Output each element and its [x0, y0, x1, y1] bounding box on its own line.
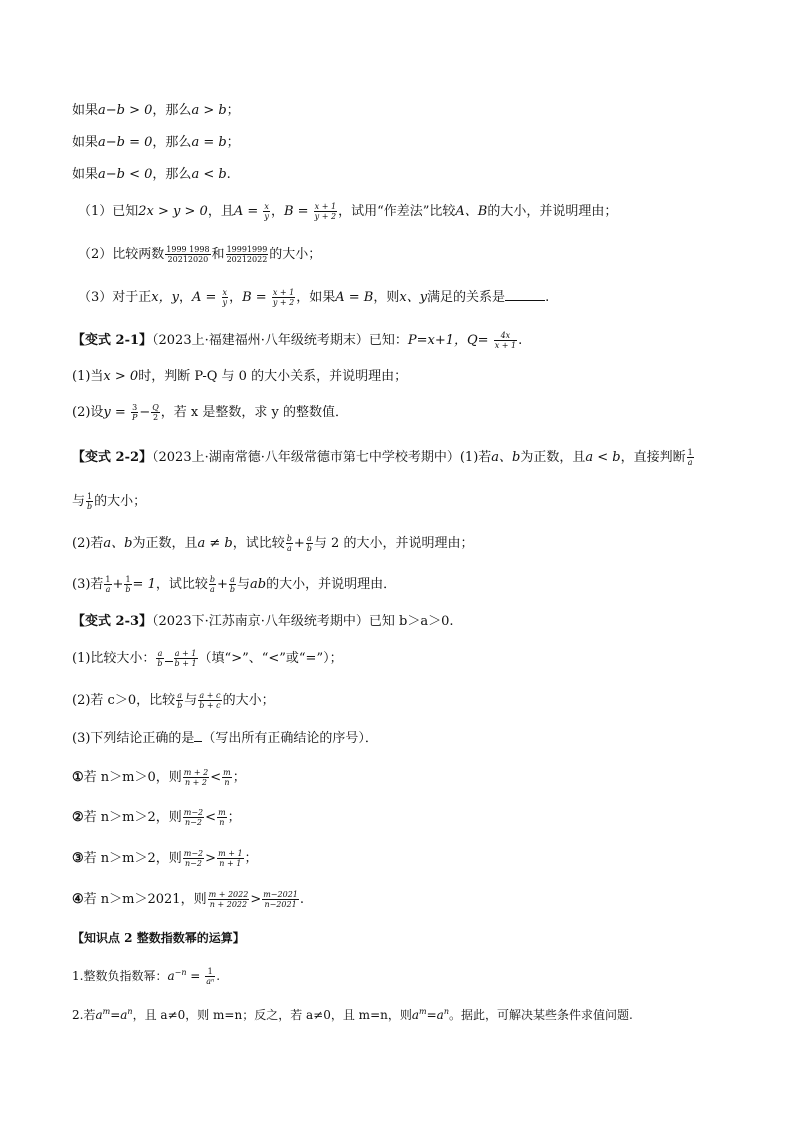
variant-2-2-part-3: (3)若 $\frac{1}{a}$ + $\frac{1}{b}$ = 1，试比较 $\frac{b}{a}$ + $\frac{a}{b}$ 与ab的大小，并说明理由．	[72, 575, 397, 594]
fraction: $\frac{m-2}{n-2}$	[183, 808, 204, 827]
fraction: $\frac{b}{a}$	[286, 534, 292, 553]
answer-blank[interactable]	[165, 649, 173, 662]
variant-2-3-part-3: (3)下列结论正确的是 （写出所有正确结论的序号）．	[72, 731, 378, 746]
fraction: $\frac{m-2021}{n-2021}$	[263, 890, 298, 909]
fraction: $\frac{m}{n}$	[223, 768, 231, 787]
fraction: $\frac{x}{y}$	[222, 288, 228, 307]
fraction: $\frac{x + 1}{y + 2}$	[272, 288, 295, 307]
question-1: （1）已知2x > y > 0，且A = $\frac{x}{y}$ ，B = $\frac{x + 1}{y + 2}$ ，试用“作差法”比较A、B的大小，并说明理由；	[78, 202, 618, 221]
variant-2-3-part-2: (2)若 c＞0，比较 $\frac{a}{b}$ 与 $\frac{a + c}{b + c}$ 的大小；	[72, 691, 275, 710]
option-4: ④若 n＞m＞2021，则 $\frac{m + 2022}{n + 2022}$ > $\frac{m-2021}{n-2021}$ .	[72, 890, 305, 909]
fraction: $\frac{a}{b}$	[157, 649, 163, 668]
variant-2-2-part-2: (2)若a、b为正数，且a ≠ b，试比较 $\frac{b}{a}$ + $\frac{a}{b}$ 与 2 的大小，并说明理由；	[72, 534, 474, 553]
knowledge-point-2-line-2: 2.若$a^m=a^n$，且 a≠0，则 m=n；反之，若 a≠0，且 m=n，则$a^m=a^n$。据此，可解决某些条件求值问题.	[72, 1007, 633, 1022]
fraction: $\frac{Q}{2}$	[152, 403, 159, 422]
fraction: $\frac{m + 2022}{n + 2022}$	[208, 890, 249, 909]
fraction: $\frac{1}{b}$	[125, 575, 131, 594]
fraction: $\frac{x + 1}{y + 2}$	[314, 202, 337, 221]
rule-equal: 如果a−b = 0，那么a = b；	[72, 135, 240, 150]
rule-less: 如果a−b < 0，那么a < b.	[72, 167, 231, 182]
variant-2-2-heading: 【变式 2-2】（2023上·湖南常德·八年级常德市第七中学校考期中）(1)若a、b为正数，且a < b，直接判断 $\frac{1}{a}$	[72, 448, 693, 467]
fraction: $\frac{19991999}{20212022}$	[226, 245, 268, 264]
variant-2-1-heading: 【变式 2-1】（2023上·福建福州·八年级统考期末）已知：P=x+1，Q= $\frac{4x}{x + 1}$ .	[72, 331, 523, 350]
answer-blank[interactable]	[505, 288, 545, 301]
fraction: $\frac{a}{b}$	[177, 691, 183, 710]
variant-2-1-part-1: (1)当x > 0时，判断 P-Q 与 0 的大小关系，并说明理由；	[72, 369, 408, 384]
fraction: $\frac{m-2}{n-2}$	[183, 849, 204, 868]
fraction: $\frac{a}{b}$	[306, 534, 312, 553]
variant-2-3-part-1: (1)比较大小： $\frac{a}{b}$ $\frac{a + 1}{b + 1}$ （填“>”、“<”或“=”）；	[72, 649, 343, 668]
fraction: $\frac{b}{a}$	[209, 575, 215, 594]
knowledge-point-2-line-1: 1.整数负指数幂：$a^{-n}$ = $\frac{1}{\text{aⁿ}}$ .	[72, 967, 221, 986]
fraction: $\frac{m + 1}{n + 1}$	[218, 849, 243, 868]
fraction: $\frac{1}{a}$	[105, 575, 111, 594]
rule-greater: 如果a−b > 0，那么a > b；	[72, 103, 240, 118]
fraction: $\frac{a}{b}$	[229, 575, 236, 594]
knowledge-point-2-title: 【知识点 2 整数指数幂的运算】	[72, 931, 245, 945]
fraction: $\frac{3}{P}$	[131, 403, 138, 422]
option-2: ②若 n＞m＞2，则 $\frac{m-2}{n-2}$ < $\frac{m}{n}$ ；	[72, 808, 241, 827]
fraction: $\frac{4x}{x + 1}$	[494, 331, 517, 350]
option-1: ①若 n＞m＞0，则 $\frac{m + 2}{n + 2}$ < $\frac{m}{n}$ ；	[72, 768, 246, 787]
variant-2-3-heading: 【变式 2-3】（2023下·江苏南京·八年级统考期中）已知 b＞a＞0.	[72, 614, 454, 629]
option-3: ③若 n＞m＞2，则 $\frac{m-2}{n-2}$ > $\frac{m + 1}{n + 1}$ ；	[72, 849, 258, 868]
fraction: $\frac{1}{a}$	[687, 448, 693, 467]
question-3: （3）对于正x，y，A = $\frac{x}{y}$ ，B = $\frac{x + 1}{y + 2}$ ，如果A = B，则x、y满足的关系是 .	[78, 288, 550, 307]
fraction: $\frac{m}{n}$	[218, 808, 226, 827]
variant-2-2-line-2: 与 $\frac{1}{b}$ 的大小；	[72, 492, 147, 511]
fraction: $\frac{1}{b}$	[87, 492, 93, 511]
question-2: （2）比较两数 $\frac{1999 1998}{20212020}$ 和 $\frac{19991999}{20212022}$ 的大小；	[78, 245, 322, 264]
fraction: $\frac{a + c}{b + c}$	[199, 691, 221, 710]
fraction: $\frac{m + 2}{n + 2}$	[183, 768, 209, 787]
fraction: $\frac{1999 1998}{20212020}$	[166, 245, 210, 264]
fraction: $\frac{x}{y}$	[264, 202, 269, 221]
fraction: $\frac{1}{\text{aⁿ}}$	[206, 967, 215, 986]
variant-2-1-part-2: (2)设y = $\frac{3}{P}$ − $\frac{Q}{2}$ ，若 x 是整数，求 y 的整数值．	[72, 403, 349, 422]
fraction: $\frac{a + 1}{b + 1}$	[174, 649, 197, 668]
